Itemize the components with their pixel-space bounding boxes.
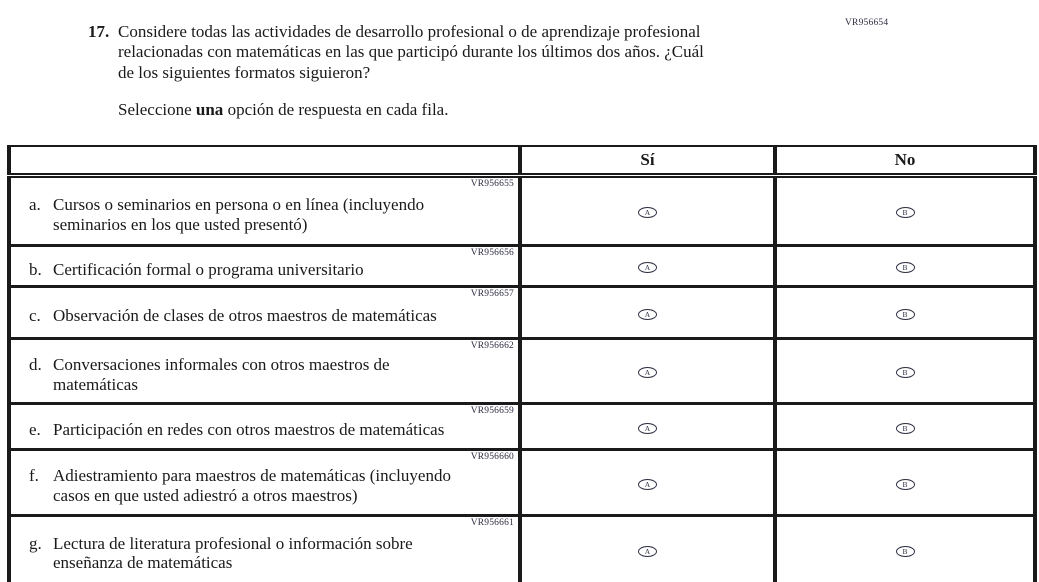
row-letter: c. (29, 306, 41, 326)
bubble-letter: A (644, 479, 651, 489)
no-cell (775, 404, 1035, 450)
row-letter: d. (29, 354, 42, 374)
option-bubble-si[interactable] (638, 367, 657, 378)
question-number: 17. (88, 22, 110, 41)
option-bubble-si[interactable] (638, 546, 657, 557)
row-label-cell (9, 404, 520, 450)
row-letter: g. (29, 533, 42, 553)
form-code: VR956654 (845, 18, 889, 28)
table-row (9, 287, 1035, 339)
row-code: VR956660 (470, 452, 514, 462)
bubble-letter: A (644, 309, 651, 319)
row-label-line: Lectura de literatura profesional o información sobre (53, 533, 413, 553)
instruction-suffix: opción de respuesta en cada fila. (223, 100, 449, 120)
table-row (9, 176, 1035, 246)
option-bubble-si[interactable] (638, 423, 657, 434)
no-cell (775, 287, 1035, 339)
row-code: VR956655 (470, 179, 514, 189)
row-label (53, 306, 437, 326)
answers-table (7, 145, 1037, 582)
row-label-cell (9, 176, 520, 246)
row-label-line: Observación de clases de otros maestros de matemáticas (53, 306, 437, 326)
bubble-letter: A (644, 263, 651, 272)
table-row (9, 450, 1035, 516)
header-cell-no: No (775, 146, 1035, 176)
row-label-cell (9, 339, 520, 404)
instruction-bold-word: una (195, 100, 224, 120)
row-code: VR956662 (470, 341, 514, 351)
no-cell (775, 339, 1035, 404)
row-label-line: Certificación formal o programa universitario (53, 259, 364, 279)
bubble-letter: B (902, 309, 908, 319)
option-bubble-si[interactable] (638, 479, 657, 490)
row-label-cell (9, 287, 520, 339)
row-label (53, 420, 444, 440)
question-block (88, 22, 828, 120)
row-label-line: casos en que usted adiestró a otros maestros) (53, 486, 358, 505)
option-bubble-si[interactable] (638, 262, 657, 273)
row-label-line: Cursos o seminarios en persona o en línea (incluyendo (53, 194, 425, 214)
option-bubble-no[interactable] (896, 546, 915, 557)
option-bubble-no[interactable] (896, 207, 915, 218)
bubble-letter: A (644, 208, 651, 217)
row-letter: b. (29, 259, 42, 279)
no-cell (775, 516, 1035, 582)
row-letter: f. (29, 466, 39, 486)
si-cell (520, 287, 775, 339)
row-label-line: enseñanza de matemáticas (53, 553, 233, 573)
option-bubble-no[interactable] (896, 367, 915, 378)
row-code: VR956659 (470, 406, 514, 416)
header-cell-activity (9, 146, 520, 176)
row-code: VR956656 (470, 248, 514, 258)
option-bubble-no[interactable] (896, 479, 915, 490)
bubble-letter: A (644, 546, 651, 556)
instruction-prefix: Seleccione (118, 100, 196, 120)
row-label (53, 355, 390, 394)
row-letter: a. (29, 194, 41, 214)
row-label (53, 195, 424, 234)
no-cell (775, 450, 1035, 516)
table-row (9, 516, 1035, 582)
bubble-letter: A (644, 423, 651, 433)
row-code: VR956657 (470, 289, 514, 299)
si-cell (520, 404, 775, 450)
question-text (118, 22, 704, 83)
no-cell (775, 176, 1035, 246)
row-label (53, 534, 413, 573)
row-label-cell (9, 246, 520, 287)
question-text-line: de los siguientes formatos siguieron? (118, 62, 371, 82)
si-cell (520, 516, 775, 582)
question-text-line: Considere todas las actividades de desarrollo profesional o de aprendizaje profesional (118, 22, 701, 41)
table-row (9, 246, 1035, 287)
row-label-line: Conversaciones informales con otros maestros de (53, 354, 390, 374)
bubble-letter: B (902, 546, 908, 556)
no-cell (775, 246, 1035, 287)
bubble-letter: B (902, 479, 908, 489)
row-label (53, 466, 451, 505)
option-bubble-si[interactable] (638, 207, 657, 218)
bubble-letter: A (644, 368, 651, 377)
si-cell (520, 339, 775, 404)
option-bubble-si[interactable] (638, 309, 657, 320)
bubble-letter: B (902, 263, 908, 272)
row-code: VR956661 (470, 518, 514, 528)
row-label-cell (9, 516, 520, 582)
instruction-text (118, 100, 828, 120)
option-bubble-no[interactable] (896, 423, 915, 434)
row-label-line: seminarios en los que usted presentó) (53, 214, 308, 234)
row-label-line: matemáticas (53, 374, 138, 394)
si-cell (520, 450, 775, 516)
row-label-line: Participación en redes con otros maestros de matemáticas (53, 420, 445, 440)
row-label-line: Adiestramiento para maestros de matemáticas (incluyendo (53, 466, 451, 486)
si-cell (520, 176, 775, 246)
option-bubble-no[interactable] (896, 309, 915, 320)
option-bubble-no[interactable] (896, 262, 915, 273)
bubble-letter: B (902, 423, 908, 433)
table-row (9, 339, 1035, 404)
question-text-line: relacionadas con matemáticas en las que participó durante los últimos dos años. ¿Cuál (118, 42, 704, 62)
row-label (53, 260, 364, 280)
row-label-cell (9, 450, 520, 516)
row-letter: e. (29, 420, 41, 440)
bubble-letter: B (902, 368, 908, 377)
header-row (9, 146, 1035, 176)
si-cell (520, 246, 775, 287)
table-row (9, 404, 1035, 450)
bubble-letter: B (902, 208, 908, 217)
header-cell-si: Sí (520, 146, 775, 176)
